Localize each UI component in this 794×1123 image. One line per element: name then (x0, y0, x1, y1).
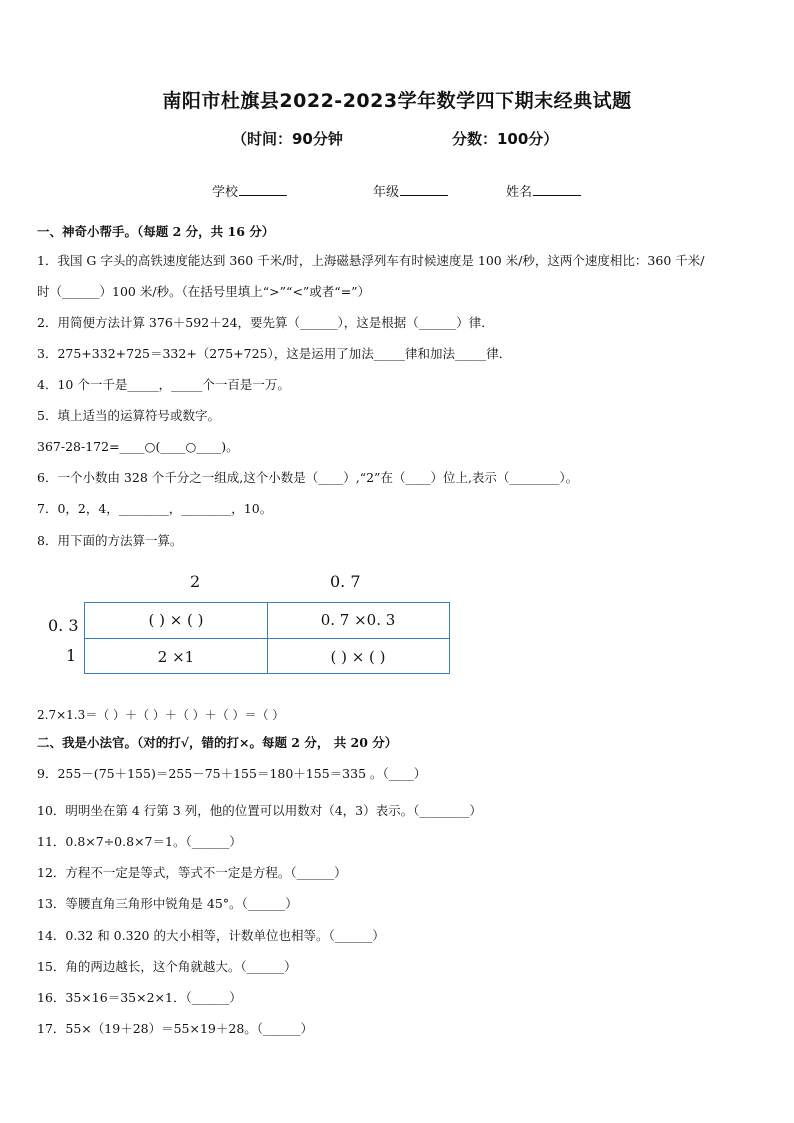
question-line: 15．角的两边越长，这个角就越大。（______） (37, 959, 297, 974)
grade-field (373, 181, 448, 200)
page-title: 南阳市杜旗县2022-2023学年数学四下期末经典试题 (162, 90, 632, 112)
name-field (506, 181, 581, 200)
grade-blank[interactable] (400, 183, 448, 196)
question-line: 16．35×16＝35×2×1．（______） (37, 990, 242, 1005)
question-line: 6．一个小数由 328 个千分之一组成,这个小数是（____）,“2”在（____）位上,表示（________）。 (37, 470, 579, 485)
question-line: 3．275+332+725＝332+（275+725），这是运用了加法_____律和加法_____律． (37, 346, 512, 361)
section-1-heading: 一、神奇小帮手。（每题 2 分，共 16 分） (37, 224, 275, 239)
school-field (212, 181, 287, 200)
question-line: 2.7×1.3＝（ ）＋（ ）＋（ ）＋（ ）＝（ ） (37, 708, 285, 722)
question-line: 11．0.8×7÷0.8×7＝1。（______） (37, 834, 242, 849)
grid-cell: 2 ×1 (157, 648, 195, 666)
question-line: 5．填上适当的运算符号或数字。 (37, 408, 220, 423)
question-line: 17．55×（19＋28）＝55×19＋28。（______） (37, 1021, 314, 1036)
question-line: 12．方程不一定是等式，等式不一定是方程。（______） (37, 865, 347, 880)
question-line: 8．用下面的方法算一算。 (37, 533, 183, 548)
question-line: 4．10 个一千是_____，_____个一百是一万。 (37, 377, 290, 392)
table-row-header: 0. 3 (48, 616, 79, 635)
table-col-header: 2 (190, 572, 201, 591)
question-line: 9．255－(75＋155)＝255－75＋155＝180＋155＝335 。（____） (37, 766, 427, 781)
name-label: 姓名 (506, 185, 533, 200)
table-col-header: 0. 7 (330, 572, 361, 591)
question-line: 1．我国 G 字头的高铁速度能达到 360 千米/时，上海磁悬浮列车有时候速度是 100 米/秒，这两个速度相比：360 千米/ (37, 253, 705, 268)
question-line: 时（______）100 米/秒。（在括号里填上“>”“<”或者“=”） (37, 284, 371, 299)
grid-cell: 0. 7 ×0. 3 (320, 611, 396, 629)
school-label: 学校 (212, 185, 239, 200)
question-line: 13．等腰直角三角形中锐角是 45°。（______） (37, 896, 298, 911)
grid-divider (85, 638, 449, 639)
exam-time: （时间：90分钟 (232, 130, 343, 148)
school-blank[interactable] (239, 183, 287, 196)
grid-cell: ( ) × ( ) (330, 648, 386, 666)
grid-cell: ( ) × ( ) (148, 611, 204, 629)
section-2-heading: 二、我是小法官。（对的打√，错的打×。每题 2 分， 共 20 分） (37, 735, 398, 750)
question-line: 14．0.32 和 0.320 的大小相等，计数单位也相等。（______） (37, 928, 385, 943)
exam-score: 分数：100分） (452, 130, 559, 148)
multiplication-grid (84, 602, 450, 674)
question-line: 367-28-172=____○(____○____)。 (37, 439, 239, 454)
question-line: 2．用简便方法计算 376＋592＋24，要先算（______），这是根据（______）律． (37, 315, 494, 330)
grade-label: 年级 (373, 185, 400, 200)
table-row-header: 1 (66, 646, 77, 665)
question-line: 7．0，2，4，________，________，10。 (37, 501, 273, 516)
question-line: 10．明明坐在第 4 行第 3 列，他的位置可以用数对（4，3）表示。（________） (37, 803, 482, 818)
name-blank[interactable] (533, 183, 581, 196)
